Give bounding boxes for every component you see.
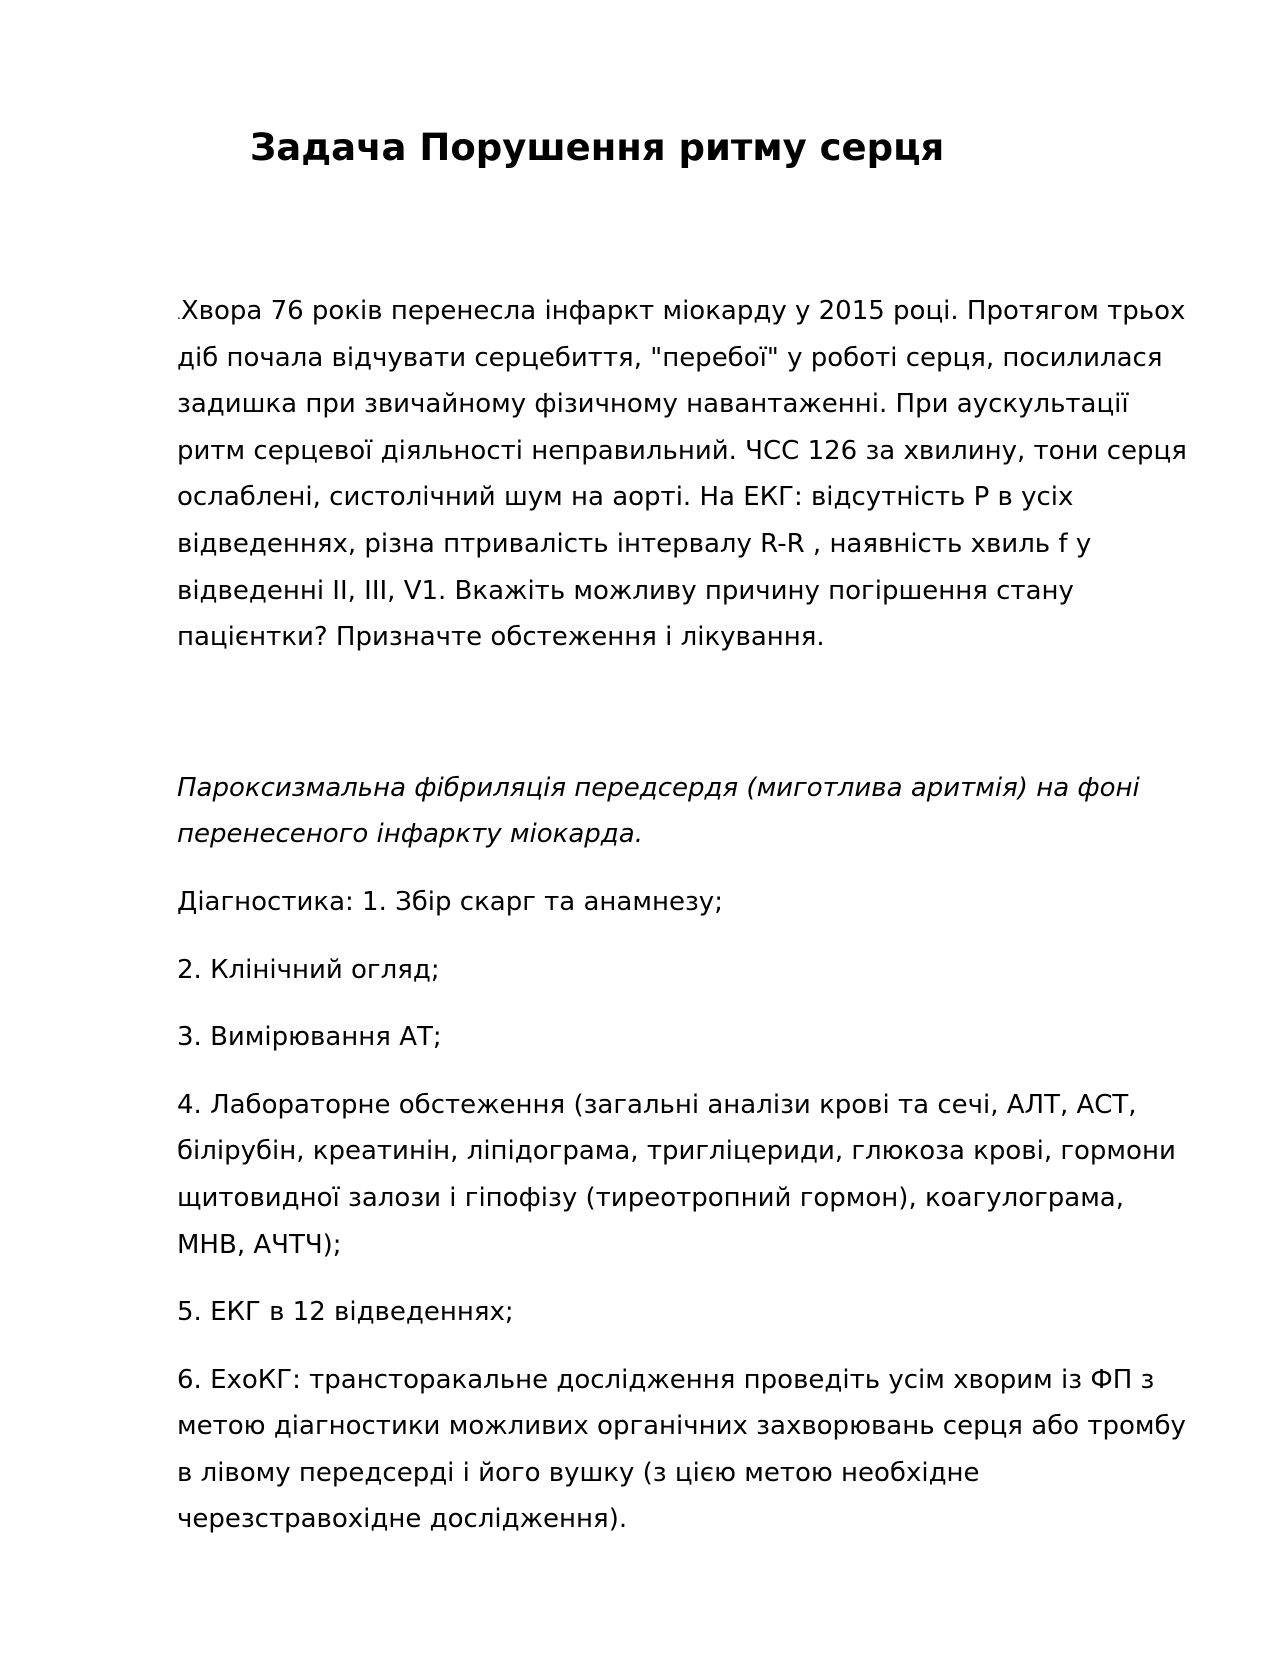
diagnostics-item: 4. Лабораторне обстеження (загальні аналізи крові та сечі, АЛТ, АСТ, білірубін, креатинін, ліпідограма, тригліцериди, глюкоза крові, гормони щитовидної залози і гіпофізу (тиреотропний гормон), коагулограма, МНВ, АЧТЧ); [177, 1089, 1176, 1260]
diagnostics-item: 3. Вимірювання АТ; [177, 1022, 442, 1053]
diagnostics-item: 2. Клінічний огляд; [177, 954, 440, 985]
task-text: Хвора 76 років перенесла інфаркт міокарду у 2015 році. Протягом трьох діб почала відчувати серцебиття, "перебої" у роботі серця, посилилася задишка при звичайному фізичному навантаженні. При аускультації ритм серцевої діяльності неправильний. ЧСС 126 за хвилину, тони серця ослаблені, систолічний шум на аорті. На ЕКГ: відсутність Р в усіх відведеннях, різна птривалість інтервалу R-R , наявність хвиль f у відведенні II, III, V1. Вкажіть можливу причину погіршення стану пацієнтки? Призначте обстеження і лікування. [177, 296, 1187, 653]
document-title: Задача Порушення ритму серця [250, 126, 945, 169]
lead-mark: . [177, 308, 181, 322]
answer-paragraph: Пароксизмальна фібриляція передсердя (миготлива аритмія) на фоні перенесеного інфаркту міокарда. [177, 772, 1140, 850]
task-paragraph [177, 288, 1187, 661]
diagnostics-item: 5. ЕКГ в 12 відведеннях; [177, 1297, 514, 1328]
diagnostics-item: 6. ЕхоКГ: трансторакальне дослідження проведіть усім хворим із ФП з метою діагностики можливих органічних захворювань серця або тромбу в лівому передсерді і його вушку (з цією метою необхідне черезстравохідне дослідження). [177, 1364, 1186, 1535]
document-body [177, 288, 1187, 1564]
diagnostics-item: Діагностика: 1. Збір скарг та анамнезу; [177, 886, 723, 917]
